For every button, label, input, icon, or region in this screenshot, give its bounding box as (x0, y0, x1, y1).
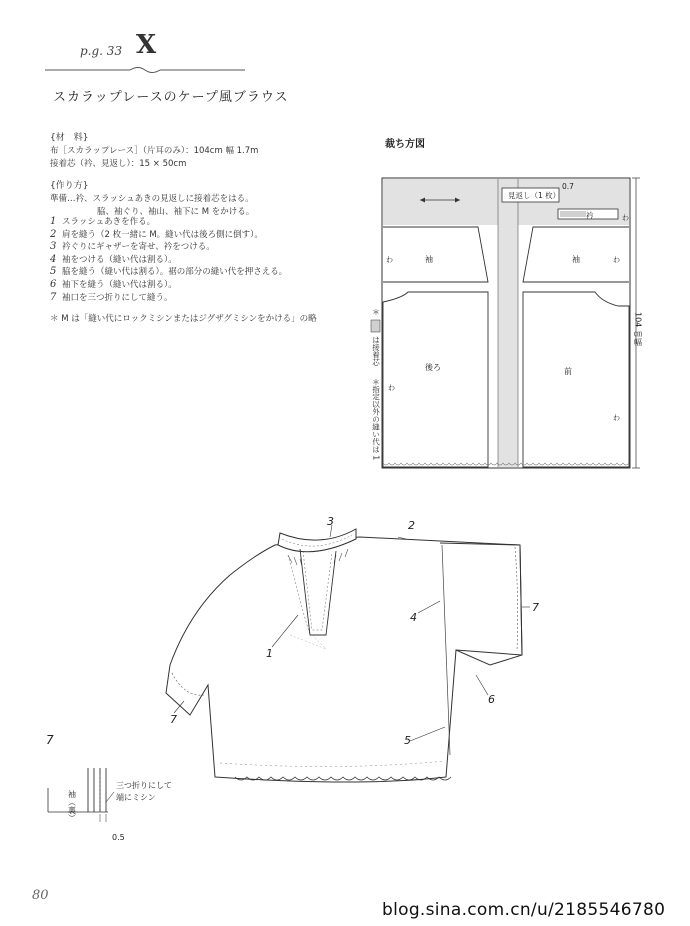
step-item: 1 スラッシュあきを作る。 (50, 216, 156, 227)
callout-5: 5 (404, 734, 411, 747)
callout-7-left: 7 (170, 713, 177, 726)
callout-1: 1 (266, 647, 273, 660)
materials-line-1: 布［スカラップレース］（片耳のみ）：104cm 幅 1.7m (50, 146, 259, 156)
side-note-interfacing: は接着芯 (371, 336, 381, 366)
callout-4: 4 (410, 611, 417, 624)
side-note-star: ＊ (371, 308, 381, 316)
back-body-piece (383, 292, 488, 467)
step-item: 5 脇を縫う（縫い代は割る）。裾の部分の縫い代を押さえる。 (50, 266, 288, 278)
detail-step-number: 7 (46, 733, 54, 747)
callout-6: 6 (488, 693, 495, 706)
sleeve-label-right: 袖 (572, 255, 580, 264)
detail-instruction-2: 端にミシン (116, 793, 156, 802)
front-label: 前 (564, 367, 572, 376)
collar-label: 衿 (586, 211, 594, 220)
page-number: 80 (32, 888, 49, 903)
step-item: 2 肩を縫う（2 枚一緒に M。縫い代は後ろ側に倒す）。 (50, 228, 263, 240)
fold-mark: わ (386, 256, 393, 264)
side-note-seam: ＊指定以外の縫い代は 1 (371, 378, 381, 461)
interfacing-swatch (371, 320, 380, 332)
fold-mark: わ (622, 214, 629, 222)
fold-mark: わ (613, 414, 620, 422)
detail-measure: 0.5 (112, 833, 125, 842)
fold-mark: わ (388, 384, 395, 392)
callout-2: 2 (408, 519, 415, 532)
hem-detail-diagram (40, 730, 240, 845)
cutting-layout-title: 裁ち方図 (385, 139, 425, 150)
materials-line-2: 接着芯（衿、見返し）：15 × 50cm (50, 159, 187, 169)
header-ornament (45, 64, 245, 76)
facing-label: 見返し（1 枚） (508, 191, 561, 200)
abbrev-note: ＊ M は「縫い代にロックミシンまたはジグザグミシンをかける」の略 (50, 314, 317, 324)
sleeve-label-left: 袖 (425, 255, 433, 264)
callout-3: 3 (327, 515, 334, 528)
prep-line-1: 準備…衿、スラッシュあきの見返しに接着芯をはる。 (50, 194, 254, 204)
materials-heading: {材 料} (50, 133, 89, 143)
center-strip (498, 179, 518, 467)
detail-sleeve-label: 袖（裏） (67, 790, 77, 822)
back-label: 後ろ (425, 363, 441, 372)
method-heading: {作り方} (50, 181, 89, 191)
detail-instruction-1: 三つ折りにして (116, 781, 172, 790)
watermark-url: blog.sina.com.cn/u/2185546780 (382, 900, 666, 920)
steps-list (50, 216, 287, 304)
step-item: 4 袖をつける（縫い代は割る）。 (50, 253, 177, 265)
cutting-layout-diagram (350, 130, 650, 480)
pattern-letter: X (136, 30, 157, 60)
page-title: スカラップレースのケープ風ブラウス (53, 90, 289, 105)
sleeve-piece-left (383, 227, 488, 282)
facing-margin-label: 0.7 (562, 182, 574, 191)
fold-mark: わ (613, 256, 620, 264)
step-item: 6 袖下を縫う（縫い代は割る）。 (50, 278, 177, 290)
step-item: 3 衿ぐりにギャザーを寄せ、衿をつける。 (50, 241, 215, 253)
step-item: 7 袖口を三つ折りにして縫う。 (50, 291, 173, 303)
prep-line-2: 脇、袖ぐり、袖山、袖下に M をかける。 (97, 207, 255, 217)
width-label: 104 ㎝幅 (633, 312, 643, 346)
callout-7-sleeve: 7 (532, 601, 539, 614)
pattern-page-ref: p.g. 33 (80, 44, 123, 58)
front-body-piece (523, 292, 629, 467)
